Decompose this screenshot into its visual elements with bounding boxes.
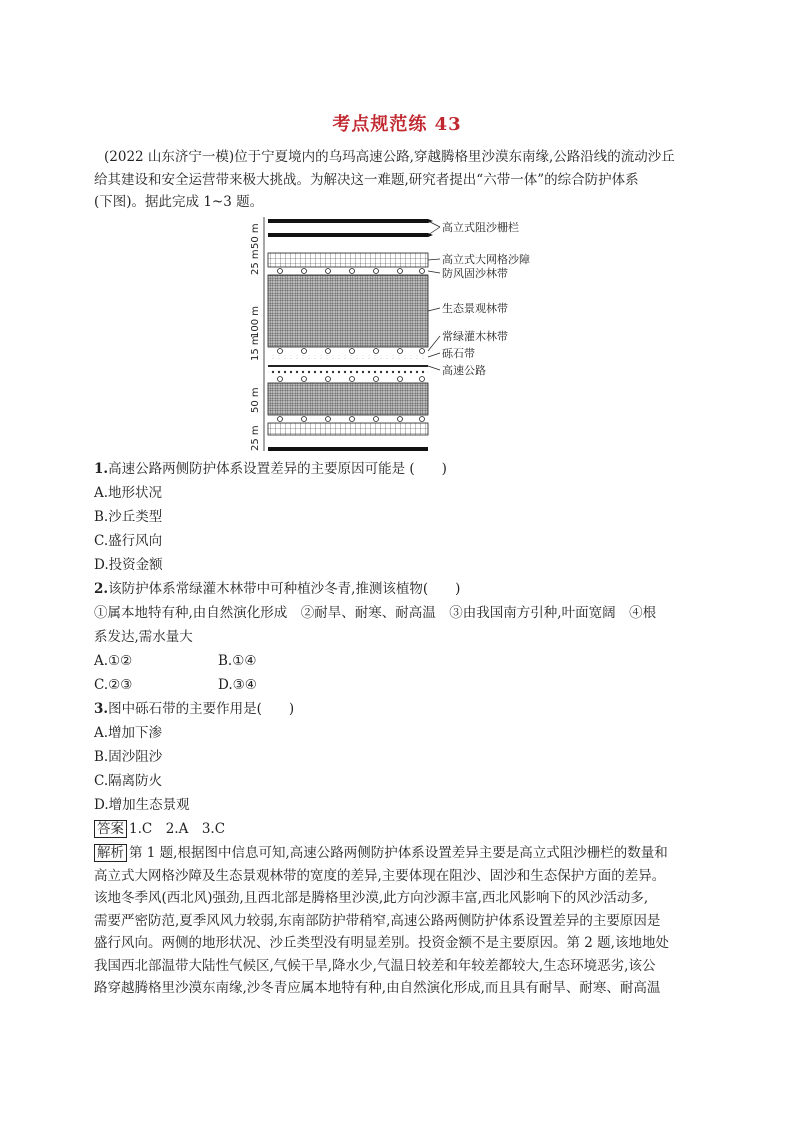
option[interactable]: D.投资金额 xyxy=(94,557,163,573)
option[interactable]: A.地形状况 xyxy=(94,485,163,501)
option[interactable]: C.②③ xyxy=(94,677,133,693)
answer-label: 答案 xyxy=(94,820,127,838)
intro-line: 给其建设和安全运营带来极大挑战。为解决这一难题,研究者提出“六带一体”的综合防护体系 xyxy=(94,171,639,188)
intro-line: (2022 山东济宁一模)位于宁夏境内的乌玛高速公路,穿越腾格里沙漠东南缘,公路沿线的流动沙丘 xyxy=(104,149,675,165)
analysis-line: 第 1 题,根据图中信息可知,高速公路两侧防护体系设置差异主要是高立式阻沙栅栏的数量和 xyxy=(129,845,668,861)
figure-label: 防风固沙林带 xyxy=(442,267,508,280)
option[interactable]: A.增加下渗 xyxy=(94,725,163,741)
question-stem: 图中砾石带的主要作用是( ) xyxy=(108,701,295,717)
figure-label: 常绿灌木林带 xyxy=(442,330,508,343)
page-title: 考点规范练 43 xyxy=(332,114,462,135)
analysis-line: 该地冬季风(西北风)强劲,且西北部是腾格里沙漠,此方向沙源丰富,西北风影响下的风沙活动多, xyxy=(94,890,649,906)
question-2 xyxy=(94,578,460,600)
option[interactable]: D.增加生态景观 xyxy=(94,797,190,813)
option[interactable]: B.固沙阻沙 xyxy=(94,749,163,765)
width-label: 100 m xyxy=(250,305,261,338)
question-number: 1. xyxy=(94,461,109,477)
figure-label: 高立式大网格沙障 xyxy=(442,253,530,266)
protection-system-diagram xyxy=(240,213,560,458)
option[interactable]: C.隔离防火 xyxy=(94,773,163,789)
analysis-paragraph xyxy=(94,842,704,1000)
analysis-line: 盛行风向。两侧的地形状况、沙丘类型没有明显差别。投资金额不是主要原因。第 2 题,该地地处 xyxy=(94,935,669,951)
option[interactable]: D.③④ xyxy=(218,677,257,693)
intro-line: (下图)。据此完成 1~3 题。 xyxy=(94,194,264,210)
answer-text: 1.C 2.A 3.C xyxy=(129,821,226,837)
option[interactable]: B.沙丘类型 xyxy=(94,509,163,525)
width-label: 25 m xyxy=(250,249,261,275)
question-1 xyxy=(94,458,447,480)
analysis-label: 解析 xyxy=(94,844,127,862)
option[interactable]: B.①④ xyxy=(218,653,257,669)
answer-line xyxy=(94,818,225,840)
analysis-line: 高立式大网格沙障及生态景观林带的宽度的差异,主要体现在阻沙、固沙和生态保护方面的差异。 xyxy=(94,867,666,884)
figure-label: 高立式阻沙栅栏 xyxy=(442,221,519,234)
width-label: 25 m xyxy=(250,425,261,451)
figure-label: 生态景观林带 xyxy=(442,302,508,315)
figure-label: 砾石带 xyxy=(442,347,475,360)
figure-label: 高速公路 xyxy=(442,364,486,377)
question-3 xyxy=(94,698,294,720)
analysis-line: 路穿越腾格里沙漠东南缘,沙冬青应属本地特有种,由自然演化形成,而且具有耐旱、耐寒、耐高温 xyxy=(94,980,661,996)
question-number: 2. xyxy=(94,581,109,597)
question-stem: 该防护体系常绿灌木林带中可种植沙冬青,推测该植物( ) xyxy=(108,581,461,597)
width-label: 15 m xyxy=(250,335,261,361)
sand-fence-top xyxy=(268,219,433,237)
width-label: 50 m xyxy=(250,223,261,249)
option[interactable]: C.盛行风向 xyxy=(94,533,163,549)
intro-paragraph xyxy=(94,146,704,214)
question-number: 3. xyxy=(94,701,109,717)
statement-line: ①属本地特有种,由自然演化形成 ②耐旱、耐寒、耐高温 ③由我国南方引种,叶面宽阔 ④根 xyxy=(94,605,657,621)
analysis-line: 我国西北部温带大陆性气候区,气候干旱,降水少,气温日较差和年较差都较大,生态环境恶劣,该公 xyxy=(94,957,656,974)
question-stem: 高速公路两侧防护体系设置差异的主要原因可能是 ( ) xyxy=(108,461,447,477)
option[interactable]: A.①② xyxy=(94,653,133,669)
width-label: 50 m xyxy=(250,387,261,413)
analysis-line: 需要严密防范,夏季风风力较弱,东南部防护带稍窄,高速公路两侧防护体系设置差异的主要原因是 xyxy=(94,912,661,929)
statement-line: 系发达,需水量大 xyxy=(94,629,193,645)
